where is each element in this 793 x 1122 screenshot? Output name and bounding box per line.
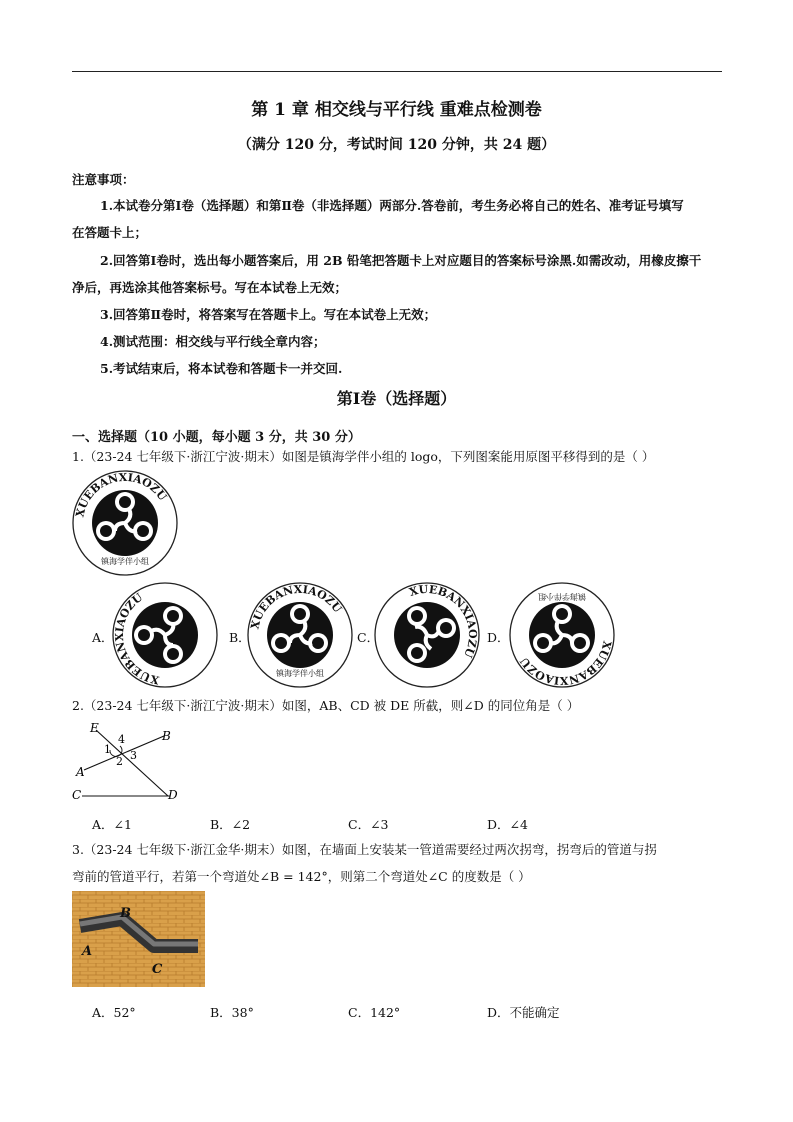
q3-pipe-figure [72, 891, 205, 987]
q1-option-c-figure[interactable] [372, 580, 482, 690]
label-A: A [76, 765, 85, 779]
part-title: 一、选择题（10 小题，每小题 3 分，共 30 分） [72, 430, 361, 445]
logo-ring-text: XUEBANXIAOZU [73, 470, 170, 519]
question-1-text: 1.（23-24 七年级下·浙江宁波·期末）如图是镇海学伴小组的 logo，下列图案能用原图平移得到的是（ ） [72, 449, 655, 464]
angle-1-label: 1 [104, 743, 111, 756]
q2-figure [68, 718, 188, 804]
label-A: A [82, 944, 93, 959]
question-3-text-line2: 弯前的管道平行，若第一个弯道处∠B = 142°，则第二个弯道处∠C 的度数是（ ） [72, 869, 531, 884]
q2-option-a[interactable]: A．∠1 [92, 817, 132, 832]
svg-text:XUEBANXIAOZU: XUEBANXIAOZU [517, 639, 614, 688]
q3-option-b[interactable]: B．38° [210, 1005, 254, 1020]
q1-option-a-label[interactable]: A． [92, 630, 114, 645]
svg-text:XUEBANXIAOZU: XUEBANXIAOZU [248, 582, 345, 631]
note-line: 3.回答第Ⅱ卷时，将答案写在答题卡上。写在本试卷上无效； [100, 307, 437, 322]
svg-text:XUEBANXIAOZU: XUEBANXIAOZU [112, 590, 161, 687]
page-title: 第 1 章 相交线与平行线 重难点检测卷 [251, 100, 542, 120]
q3-option-a[interactable]: A．52° [92, 1005, 136, 1020]
note-line: 5.考试结束后，将本试卷和答题卡一并交回. [100, 361, 343, 376]
svg-text:镇海学伴小组: 镇海学伴小组 [538, 592, 586, 601]
label-C: C [152, 962, 163, 977]
note-line: 4.测试范围：相交线与平行线全章内容； [100, 334, 326, 349]
q1-option-b-label[interactable]: B． [229, 630, 251, 645]
svg-text:镇海学伴小组: 镇海学伴小组 [276, 669, 324, 678]
label-E: E [90, 721, 99, 735]
q1-option-a-figure[interactable] [110, 580, 220, 690]
q1-option-c-label[interactable]: C． [357, 630, 380, 645]
question-2-text: 2.（23-24 七年级下·浙江宁波·期末）如图，AB、CD 被 DE 所截，则∠D 的同位角是（ ） [72, 698, 580, 713]
section-title: 第Ⅰ卷（选择题） [336, 389, 457, 408]
note-line: 2.回答第Ⅰ卷时，选出每小题答案后，用 2B 铅笔把答题卡上对应题目的答案标号涂黑.如需改动，用橡皮擦干 [100, 253, 702, 268]
q2-option-c[interactable]: C．∠3 [348, 817, 389, 832]
q1-option-d-label[interactable]: D． [487, 630, 510, 645]
q3-option-c[interactable]: C．142° [348, 1005, 401, 1020]
label-D: D [168, 788, 178, 802]
page-subtitle: （满分 120 分，考试时间 120 分钟，共 24 题） [237, 137, 556, 153]
top-rule [72, 71, 722, 72]
label-B: B [162, 729, 171, 743]
logo-cn-text: 镇海学伴小组 [101, 557, 149, 566]
q2-option-b[interactable]: B．∠2 [210, 817, 251, 832]
q1-option-d-figure[interactable] [507, 580, 617, 690]
note-line: 1.本试卷分第Ⅰ卷（选择题）和第Ⅱ卷（非选择题）两部分.答卷前，考生务必将自己的姓名、准考证号填写 [100, 198, 684, 213]
q1-option-b-figure[interactable] [245, 580, 355, 690]
q2-option-d[interactable]: D．∠4 [487, 817, 528, 832]
label-B: B [120, 906, 131, 921]
q3-option-d[interactable]: D．不能确定 [487, 1005, 560, 1020]
note-line: 净后，再选涂其他答案标号。写在本试卷上无效； [72, 280, 348, 295]
notes-heading: 注意事项： [72, 172, 135, 187]
angle-4-label: 4 [118, 733, 125, 746]
angle-2-label: 2 [116, 755, 123, 768]
q1-original-logo [70, 468, 180, 578]
note-line: 在答题卡上； [72, 225, 148, 240]
question-3-text-line1: 3.（23-24 七年级下·浙江金华·期末）如图，在墙面上安装某一管道需要经过两次拐弯，拐弯后的管道与拐 [72, 842, 657, 857]
label-C: C [72, 788, 82, 802]
svg-text:XUEBANXIAOZU: XUEBANXIAOZU [407, 582, 480, 660]
angle-3-label: 3 [130, 749, 137, 762]
